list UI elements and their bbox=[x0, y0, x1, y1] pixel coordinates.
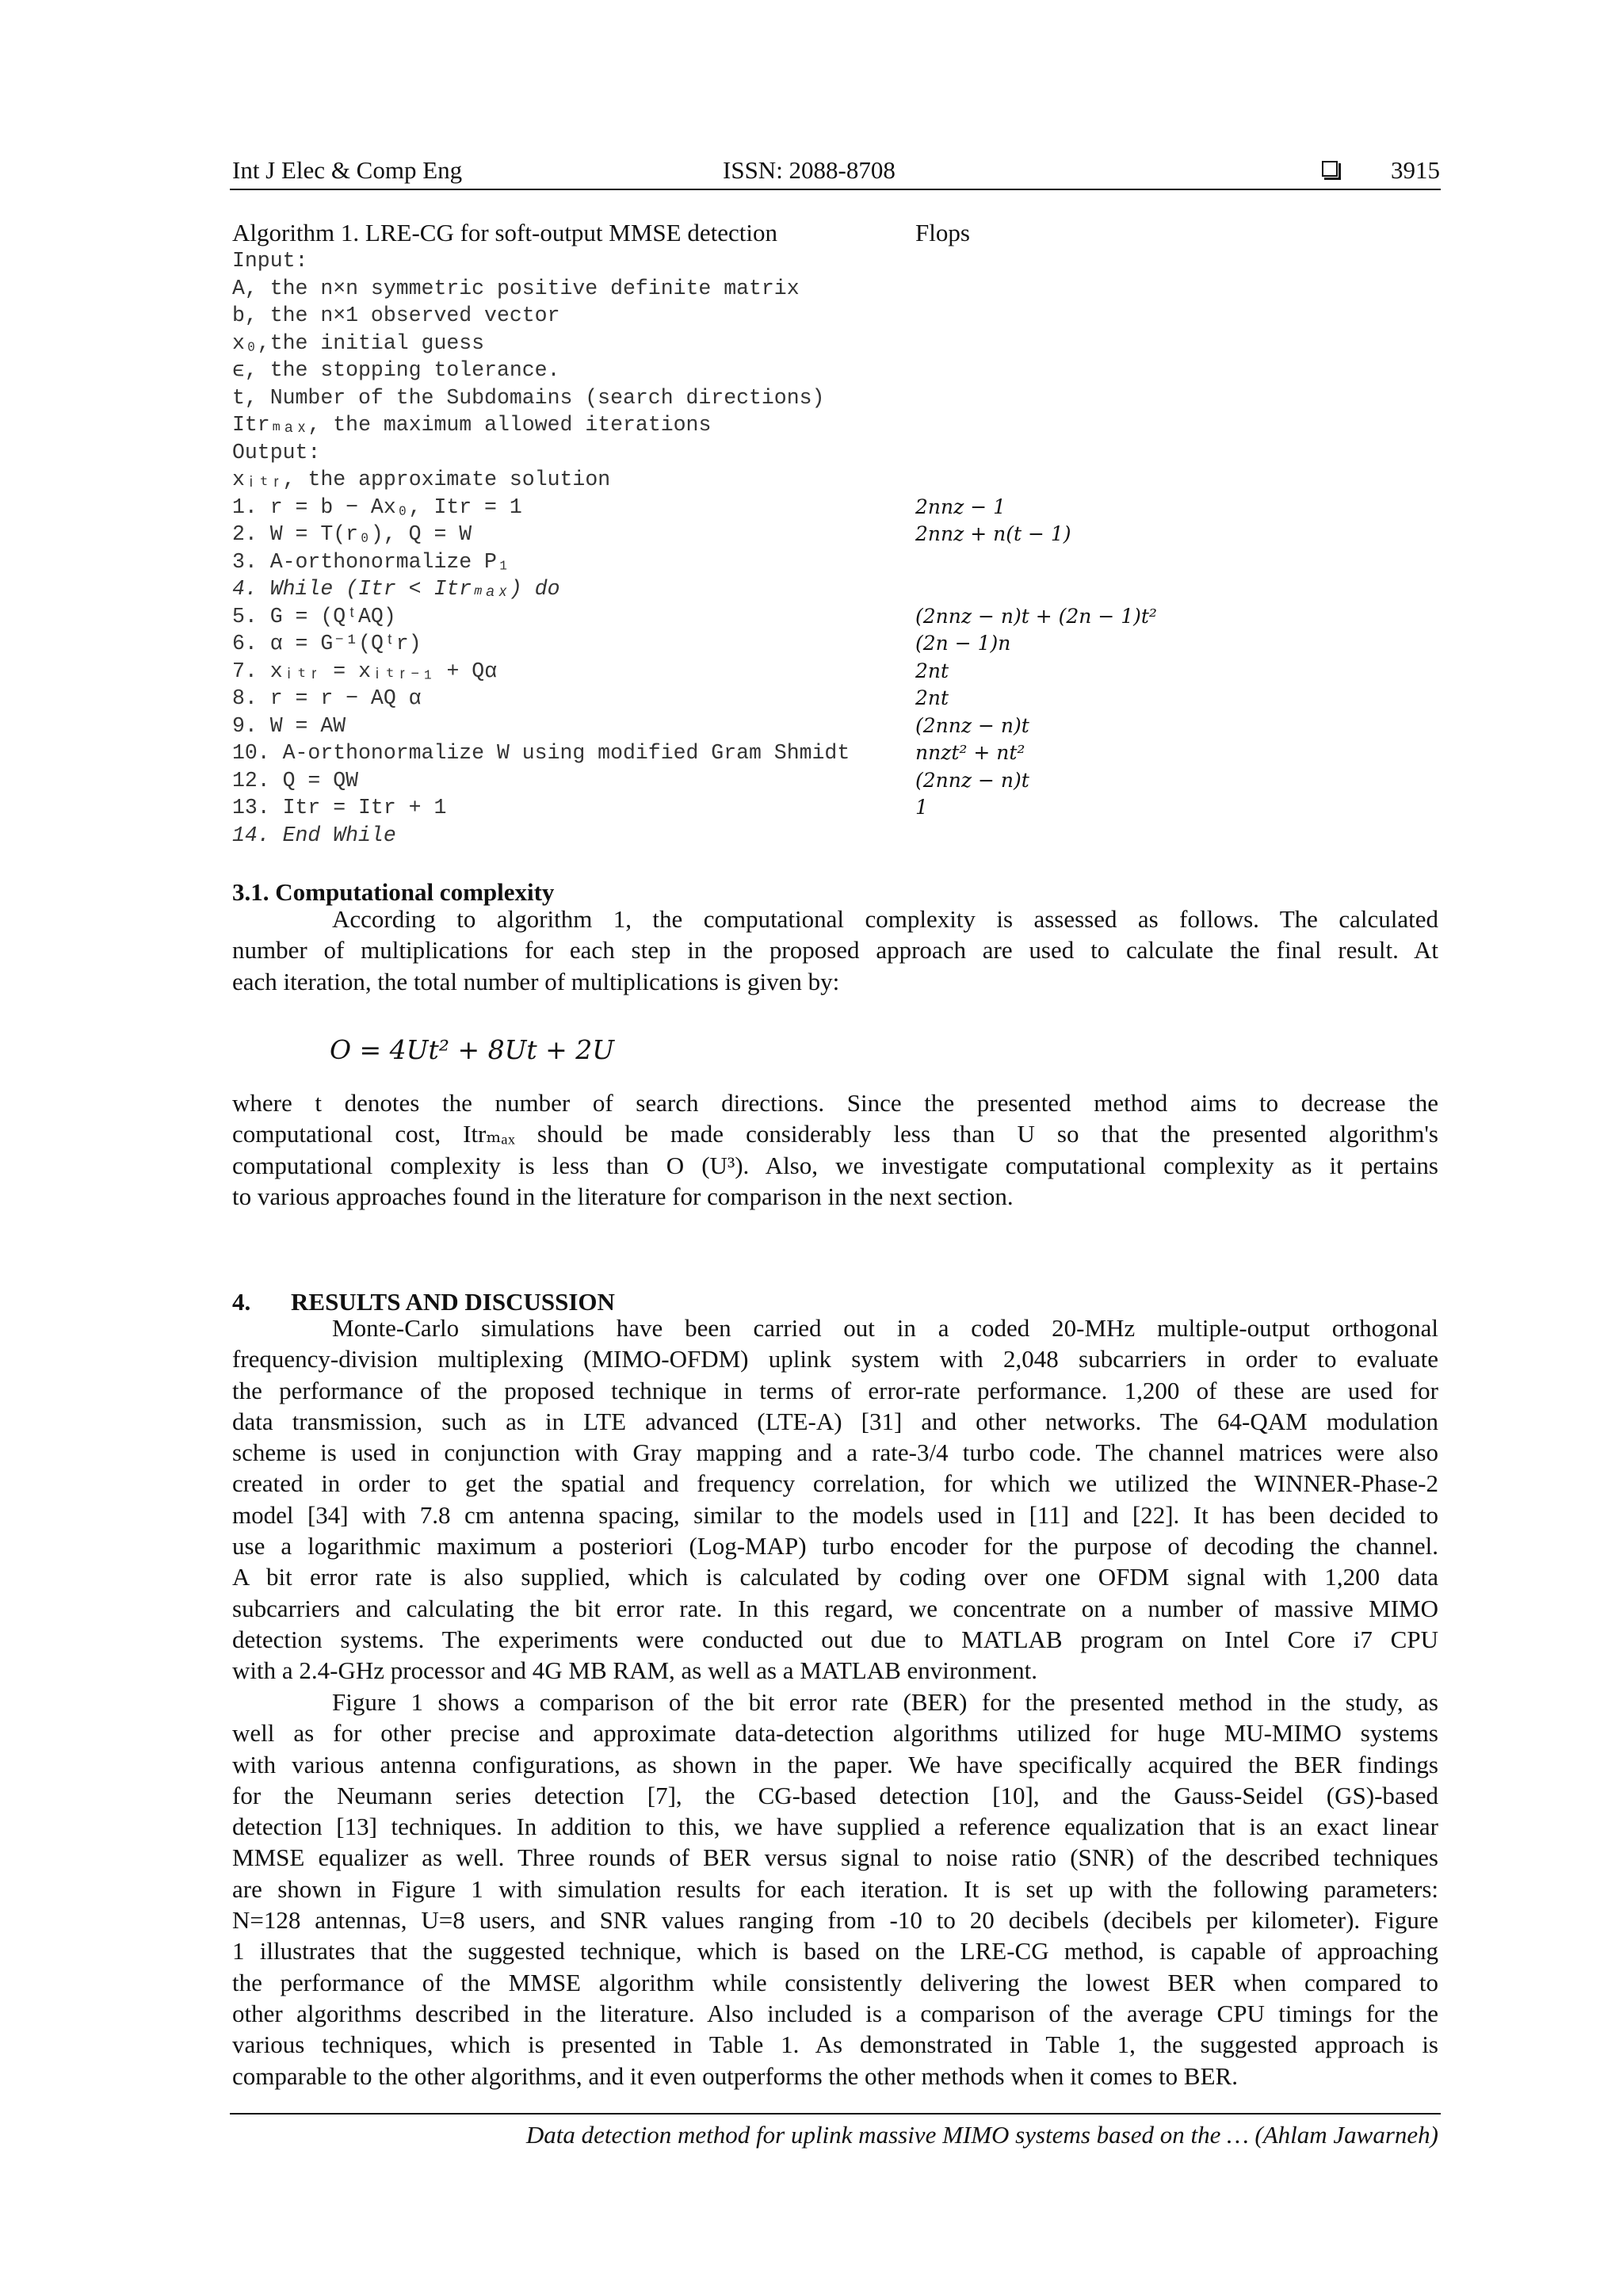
footer-rule bbox=[230, 2113, 1441, 2115]
algorithm-line bbox=[232, 521, 1437, 548]
paragraph-line: to various approaches found in the literature for comparison in the next section. bbox=[232, 1182, 1014, 1210]
algorithm-step: 4. While (Itr < Itrₘₐₓ) do bbox=[232, 577, 560, 601]
algorithm-line bbox=[232, 630, 1437, 658]
algorithm-title: Algorithm 1. LRE-CG for soft-output MMSE detection bbox=[232, 219, 777, 246]
paragraph-line: detection [13] techniques. In addition to this, we have supplied a reference equalization that is an exact linear bbox=[232, 1813, 1438, 1841]
algorithm-line bbox=[232, 767, 1437, 795]
paragraph-line: MMSE equalizer as well. Three rounds of BER versus signal to noise ratio (SNR) of the described techniques bbox=[232, 1843, 1438, 1872]
paragraph-4-a bbox=[232, 1312, 1438, 1687]
paragraph-line: for the Neumann series detection [7], the CG-based detection [10], and the Gauss-Seidel (GS)-based bbox=[232, 1781, 1438, 1809]
algorithm-step: 8. r = r − AQ α bbox=[232, 686, 422, 710]
flops-value: 2nnz + n(t − 1) bbox=[915, 522, 1071, 545]
flops-value: 2nt bbox=[915, 686, 949, 709]
flops-heading: Flops bbox=[915, 219, 970, 246]
flops-value: (2nnz − n)t bbox=[915, 768, 1029, 792]
section-heading-3-1: 3.1. Computational complexity bbox=[232, 878, 555, 906]
algorithm-step: 5. G = (QᵗAQ) bbox=[232, 604, 396, 628]
algorithm-line bbox=[232, 658, 1437, 686]
flops-value: 2nt bbox=[915, 659, 949, 682]
section-number: 4. bbox=[232, 1288, 251, 1316]
paragraph-line: According to algorithm 1, the computational complexity is assessed as follows. The calculated bbox=[332, 905, 1438, 933]
paragraph-line: frequency-division multiplexing (MIMO-OFDM) uplink system with 2,048 subcarriers in order to evaluate bbox=[232, 1345, 1438, 1373]
paragraph-line: scheme is used in conjunction with Gray mapping and a rate-3/4 turbo code. The channel matrices were also bbox=[232, 1438, 1438, 1467]
paragraph-line: various techniques, which is presented in Table 1. As demonstrated in Table 1, the suggested approach is bbox=[232, 2030, 1438, 2059]
paragraph-line: A bit error rate is also supplied, which is calculated by coding over one OFDM signal with 1,200 data bbox=[232, 1563, 1438, 1591]
paragraph-3-1-a bbox=[232, 904, 1438, 997]
algorithm-line bbox=[232, 603, 1437, 631]
header-rule bbox=[230, 189, 1441, 190]
paragraph-line: Figure 1 shows a comparison of the bit error rate (BER) for the presented method in the study, as bbox=[332, 1688, 1438, 1716]
algorithm-step: A, the n×n symmetric positive definite matrix bbox=[232, 276, 800, 300]
algorithm-step: 2. W = T(r₀), Q = W bbox=[232, 522, 472, 546]
algorithm-step: ϵ, the stopping tolerance. bbox=[232, 358, 560, 382]
algorithm-line bbox=[232, 739, 1437, 767]
paragraph-line: Monte-Carlo simulations have been carried out in a coded 20-MHz multiple-output orthogonal bbox=[332, 1314, 1438, 1342]
algorithm-line bbox=[232, 466, 1437, 494]
flops-value: (2nnz − n)t bbox=[915, 713, 1029, 737]
running-title: Data detection method for uplink massive MIMO systems based on the … (Ahlam Jawarneh) bbox=[525, 2121, 1438, 2149]
paragraph-line: other algorithms described in the literature. Also included is a comparison of the average CPU timings for the bbox=[232, 1999, 1438, 2027]
algorithm-line bbox=[232, 494, 1437, 521]
issn: ISSN: 2088-8708 bbox=[723, 156, 896, 184]
algorithm-body bbox=[232, 247, 1437, 849]
paragraph-line: comparable to the other algorithms, and it even outperforms the other methods when it comes to BER. bbox=[232, 2061, 1238, 2090]
paragraph-line: created in order to get the spatial and frequency correlation, for which we utilized the WINNER-Phase-2 bbox=[232, 1469, 1438, 1498]
algorithm-step: 1. r = b − Ax₀, Itr = 1 bbox=[232, 495, 522, 519]
paragraph-line: where t denotes the number of search directions. Since the presented method aims to decrease the bbox=[232, 1089, 1438, 1117]
paragraph-line: subcarriers and calculating the bit error rate. In this regard, we concentrate on a number of massive MIMO bbox=[232, 1594, 1438, 1622]
algorithm-line bbox=[232, 357, 1437, 384]
paragraph-line: with a 2.4-GHz processor and 4G MB RAM, as well as a MATLAB environment. bbox=[232, 1656, 1037, 1685]
algorithm-step: 3. A-orthonormalize P₁ bbox=[232, 549, 510, 574]
paragraph-line: each iteration, the total number of multiplications is given by: bbox=[232, 967, 840, 995]
flops-value: 2nnz − 1 bbox=[915, 495, 1006, 518]
algorithm-line bbox=[232, 685, 1437, 712]
section-title: RESULTS AND DISCUSSION bbox=[291, 1288, 615, 1316]
algorithm-step: 6. α = G⁻¹(Qᵗr) bbox=[232, 632, 422, 655]
algorithm-line bbox=[232, 439, 1437, 467]
paragraph-line: data transmission, such as in LTE advanced (LTE-A) [31] and other networks. The 64-QAM modulation bbox=[232, 1407, 1438, 1435]
algorithm-line bbox=[232, 411, 1437, 439]
algorithm-step: 7. xᵢₜᵣ = xᵢₜᵣ₋₁ + Qα bbox=[232, 659, 498, 683]
paragraph-line: N=128 antennas, U=8 users, and SNR values ranging from -10 to 20 decibels (decibels per kilometer). Figure bbox=[232, 1906, 1438, 1935]
algorithm-line bbox=[232, 575, 1437, 603]
paragraph-line: well as for other precise and approximate data-detection algorithms utilized for huge MU-MIMO systems bbox=[232, 1719, 1438, 1748]
paragraph-4-b bbox=[232, 1687, 1438, 2092]
algorithm-step: 10. A-orthonormalize W using modified Gram Shmidt bbox=[232, 741, 850, 765]
algorithm-line bbox=[232, 247, 1437, 275]
algorithm-step: b, the n×1 observed vector bbox=[232, 304, 560, 327]
algorithm-step: 9. W = AW bbox=[232, 713, 346, 738]
paragraph-line: the performance of the proposed technique in terms of error-rate performance. 1,200 of these are used for bbox=[232, 1376, 1438, 1404]
algorithm-line bbox=[232, 330, 1437, 357]
algorithm-step: Itrₘₐₓ, the maximum allowed iterations bbox=[232, 413, 712, 437]
paragraph-line: model [34] with 7.8 cm antenna spacing, similar to the models used in [11] and [22]. It has been decided to bbox=[232, 1500, 1438, 1529]
algorithm-step: x₀,the initial guess bbox=[232, 330, 485, 355]
paragraph-line: are shown in Figure 1 with simulation results for each iteration. It is set up with the following parameters: bbox=[232, 1874, 1438, 1903]
flops-value: (2nnz − n)t + (2n − 1)t² bbox=[915, 604, 1157, 628]
paragraph-line: 1 illustrates that the suggested technique, which is based on the LRE-CG method, is capable of approaching bbox=[232, 1937, 1438, 1966]
paragraph-line: detection systems. The experiments were conducted out due to MATLAB program on Intel Core i7 CPU bbox=[232, 1625, 1438, 1653]
paragraph-line: number of multiplications for each step in the proposed approach are used to calculate the final result. At bbox=[232, 936, 1438, 965]
algorithm-step: 14. End While bbox=[232, 823, 396, 847]
complexity-equation: O = 4Ut² + 8Ut + 2U bbox=[330, 1034, 615, 1065]
paragraph-line: computational complexity is less than O (U³). Also, we investigate computational complexity as it pertains bbox=[232, 1151, 1438, 1179]
algorithm-step: t, Number of the Subdomains (search directions) bbox=[232, 385, 825, 410]
flops-value: nnzt² + nt² bbox=[915, 741, 1025, 764]
journal-name: Int J Elec & Comp Eng bbox=[232, 156, 463, 184]
algorithm-line bbox=[232, 712, 1437, 740]
flops-value: (2n − 1)n bbox=[915, 632, 1011, 655]
box-icon bbox=[1322, 161, 1338, 177]
algorithm-line bbox=[232, 794, 1437, 822]
paragraph-line: with various antenna configurations, as shown in the paper. We have specifically acquired the BER findings bbox=[232, 1750, 1438, 1778]
algorithm-line bbox=[232, 302, 1437, 330]
algorithm-step: xᵢₜᵣ, the approximate solution bbox=[232, 468, 611, 491]
paragraph-line: use a logarithmic maximum a posteriori (Log-MAP) turbo encoder for the purpose of decoding the channel. bbox=[232, 1532, 1438, 1561]
algorithm-line bbox=[232, 384, 1437, 412]
algorithm-line bbox=[232, 548, 1437, 576]
algorithm-step: Input: bbox=[232, 249, 308, 273]
paragraph-line: computational cost, Itrₘₐₓ should be made considerably less than U so that the presented algorithm's bbox=[232, 1120, 1438, 1148]
algorithm-line bbox=[232, 822, 1437, 850]
flops-value: 1 bbox=[915, 796, 928, 819]
algorithm-step: 13. Itr = Itr + 1 bbox=[232, 796, 447, 819]
algorithm-line bbox=[232, 275, 1437, 303]
algorithm-step: 12. Q = QW bbox=[232, 768, 359, 793]
page-number: 3915 bbox=[1391, 156, 1440, 184]
paragraph-line: the performance of the MMSE algorithm while consistently delivering the lowest BER when compared to bbox=[232, 1968, 1438, 1996]
algorithm-step: Output: bbox=[232, 440, 321, 464]
paragraph-3-1-b bbox=[232, 1087, 1438, 1212]
